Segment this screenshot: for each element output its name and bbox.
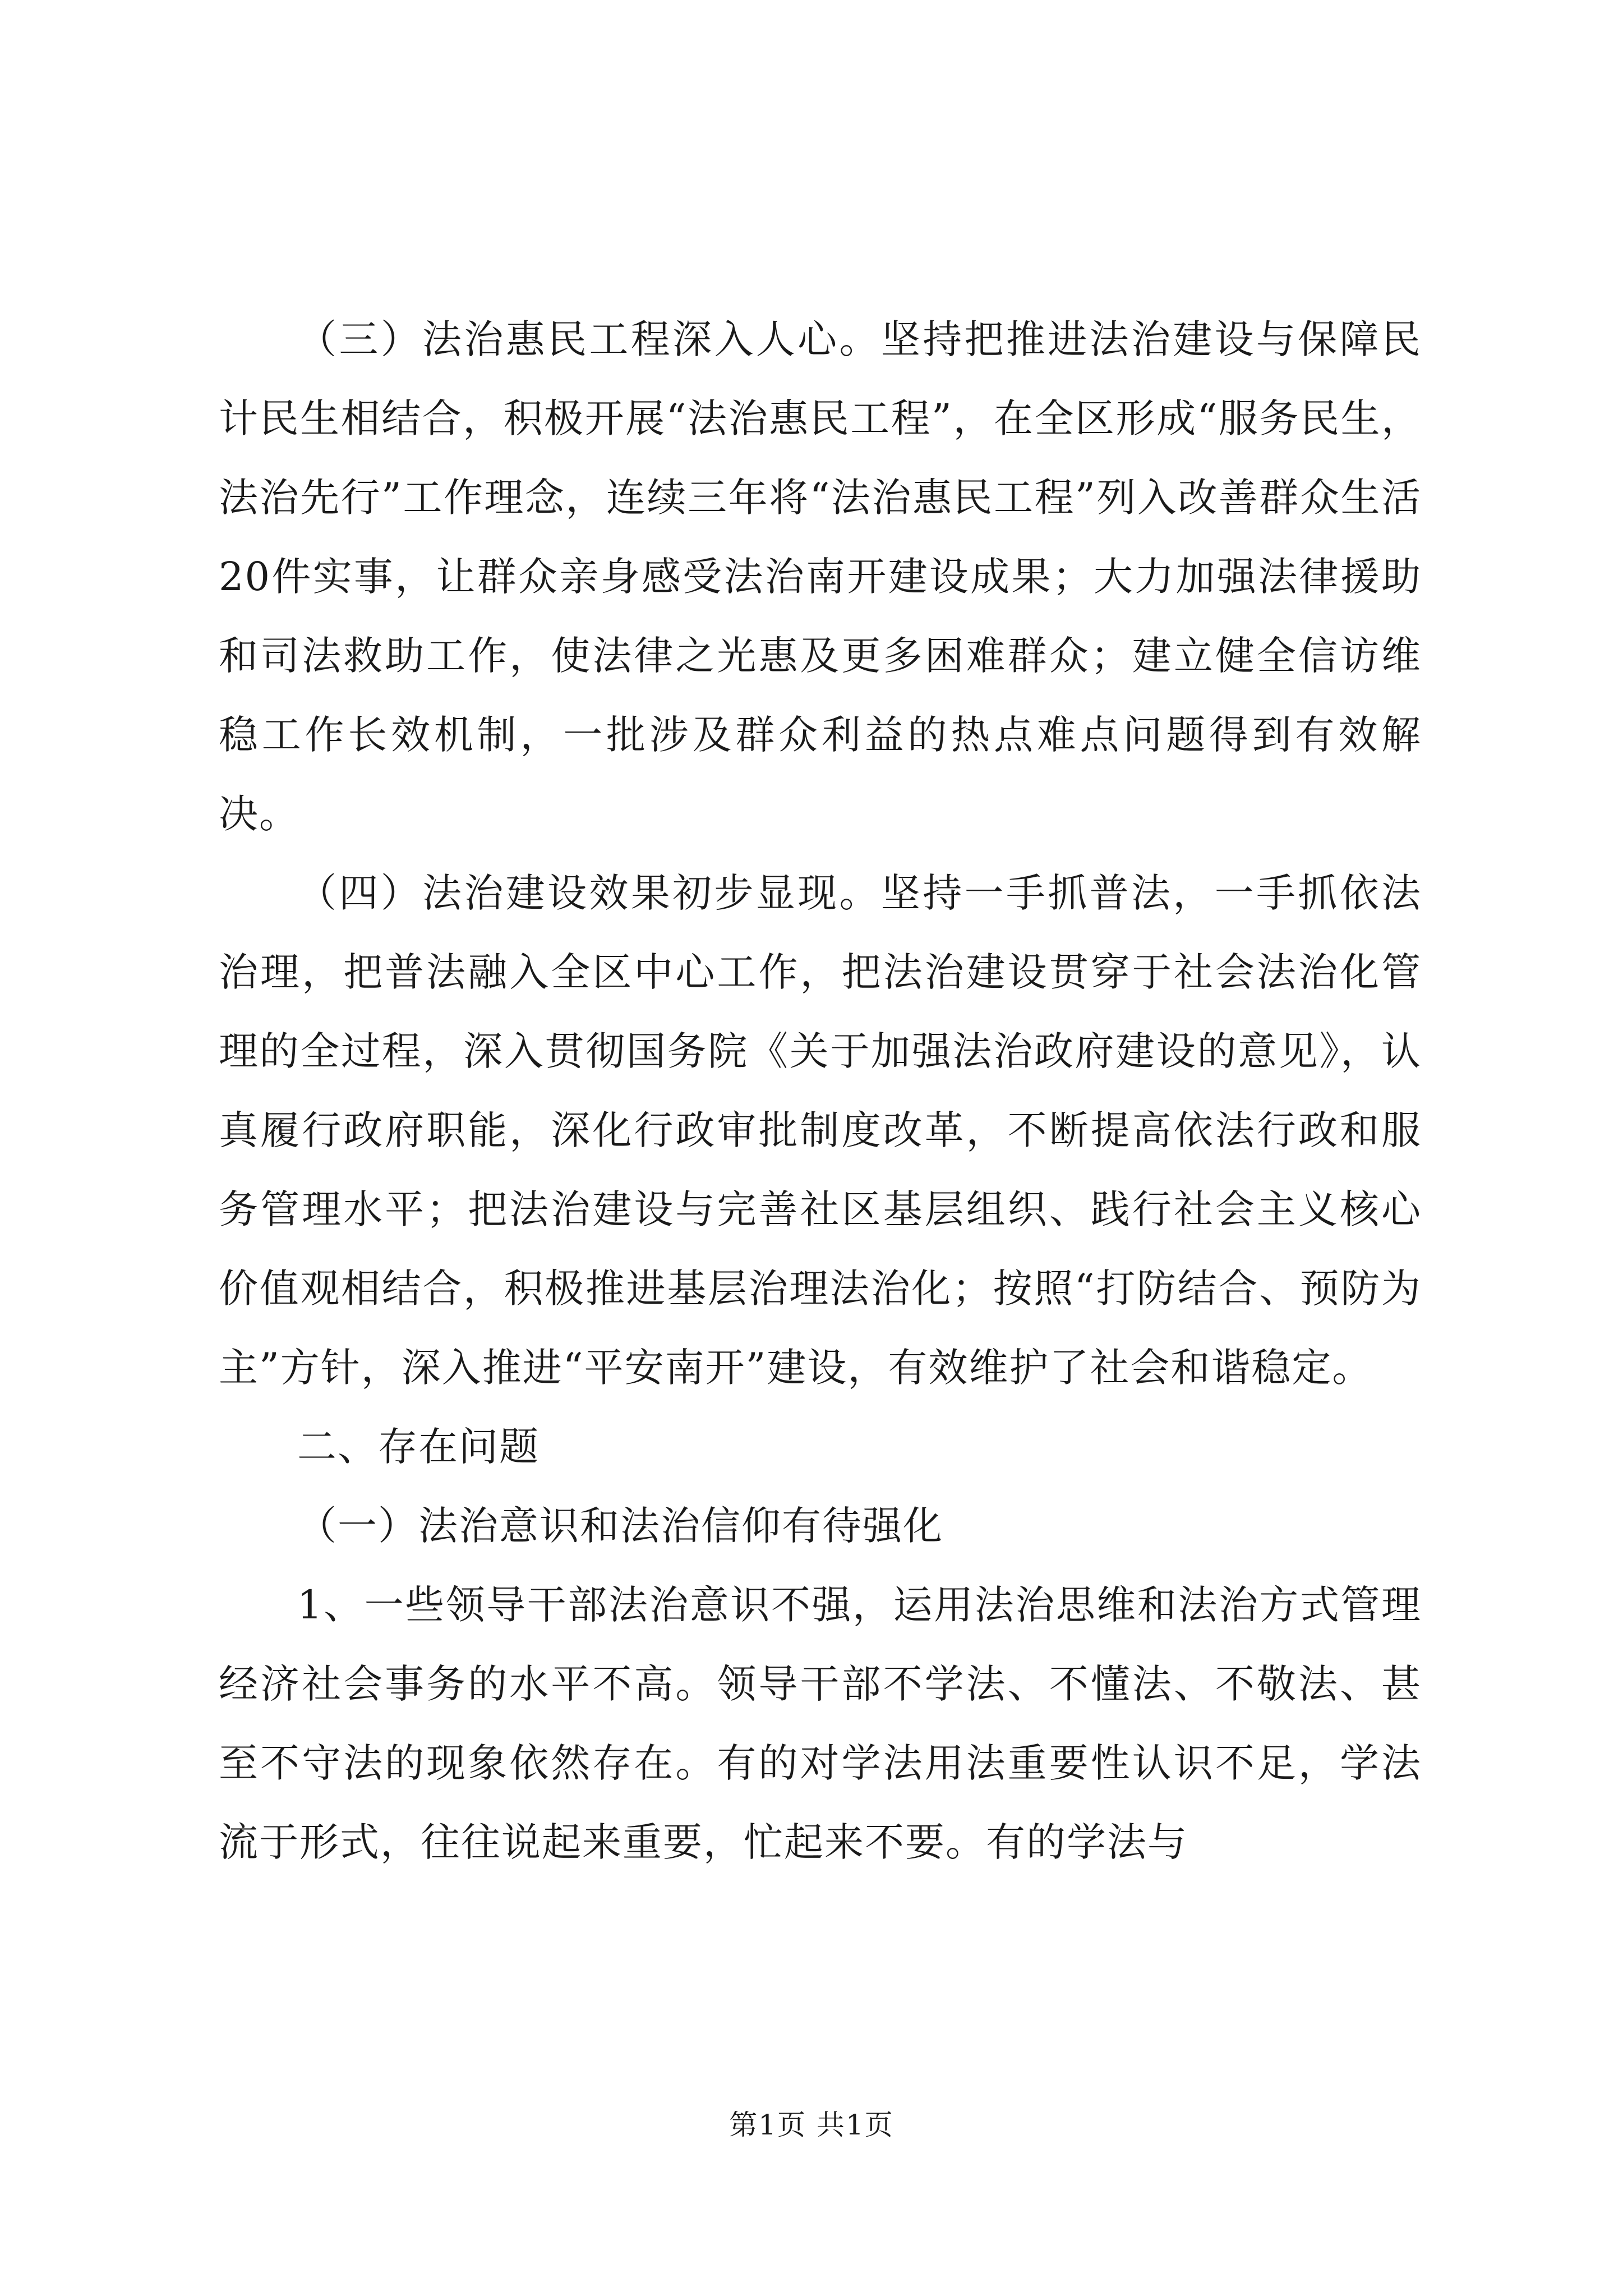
document-body	[219, 300, 1422, 1882]
page-number-footer: 第1页 共1页	[729, 2109, 894, 2141]
paragraph-section-4: （四）法治建设效果初步显现。坚持一手抓普法，一手抓依法治理，把普法融入全区中心工作，把法治建设贯穿于社会法治化管理的全过程，深入贯彻国务院《关于加强法治政府建设的意见》，认真履行政府职能，深化行政审批制度改革，不断提高依法行政和服务管理水平；把法治建设与完善社区基层组织、践行社会主义核心价值观相结合，积极推进基层治理法治化；按照“打防结合、预防为主”方针，深入推进“平安南开”建设，有效维护了社会和谐稳定。	[219, 870, 1422, 1391]
heading-existing-problems: 二、存在问题	[297, 1424, 540, 1470]
paragraph-item-1: 1、一些领导干部法治意识不强，运用法治思维和法治方式管理经济社会事务的水平不高。领导干部不学法、不懂法、不敬法、甚至不守法的现象依然存在。有的对学法用法重要性认识不足，学法流于形式，往往说起来重要，忙起来不要。有的学法与	[219, 1582, 1422, 1865]
paragraph-section-3: （三）法治惠民工程深入人心。坚持把推进法治建设与保障民计民生相结合，积极开展“法治惠民工程”，在全区形成“服务民生，法治先行”工作理念，连续三年将“法治惠民工程”列入改善群众生活20件实事，让群众亲身感受法治南开建设成果；大力加强法律援助和司法救助工作，使法律之光惠及更多困难群众；建立健全信访维稳工作长效机制，一批涉及群众利益的热点难点问题得到有效解决。	[219, 316, 1422, 837]
subheading-legal-awareness: （一）法治意识和法治信仰有待强化	[297, 1503, 943, 1549]
